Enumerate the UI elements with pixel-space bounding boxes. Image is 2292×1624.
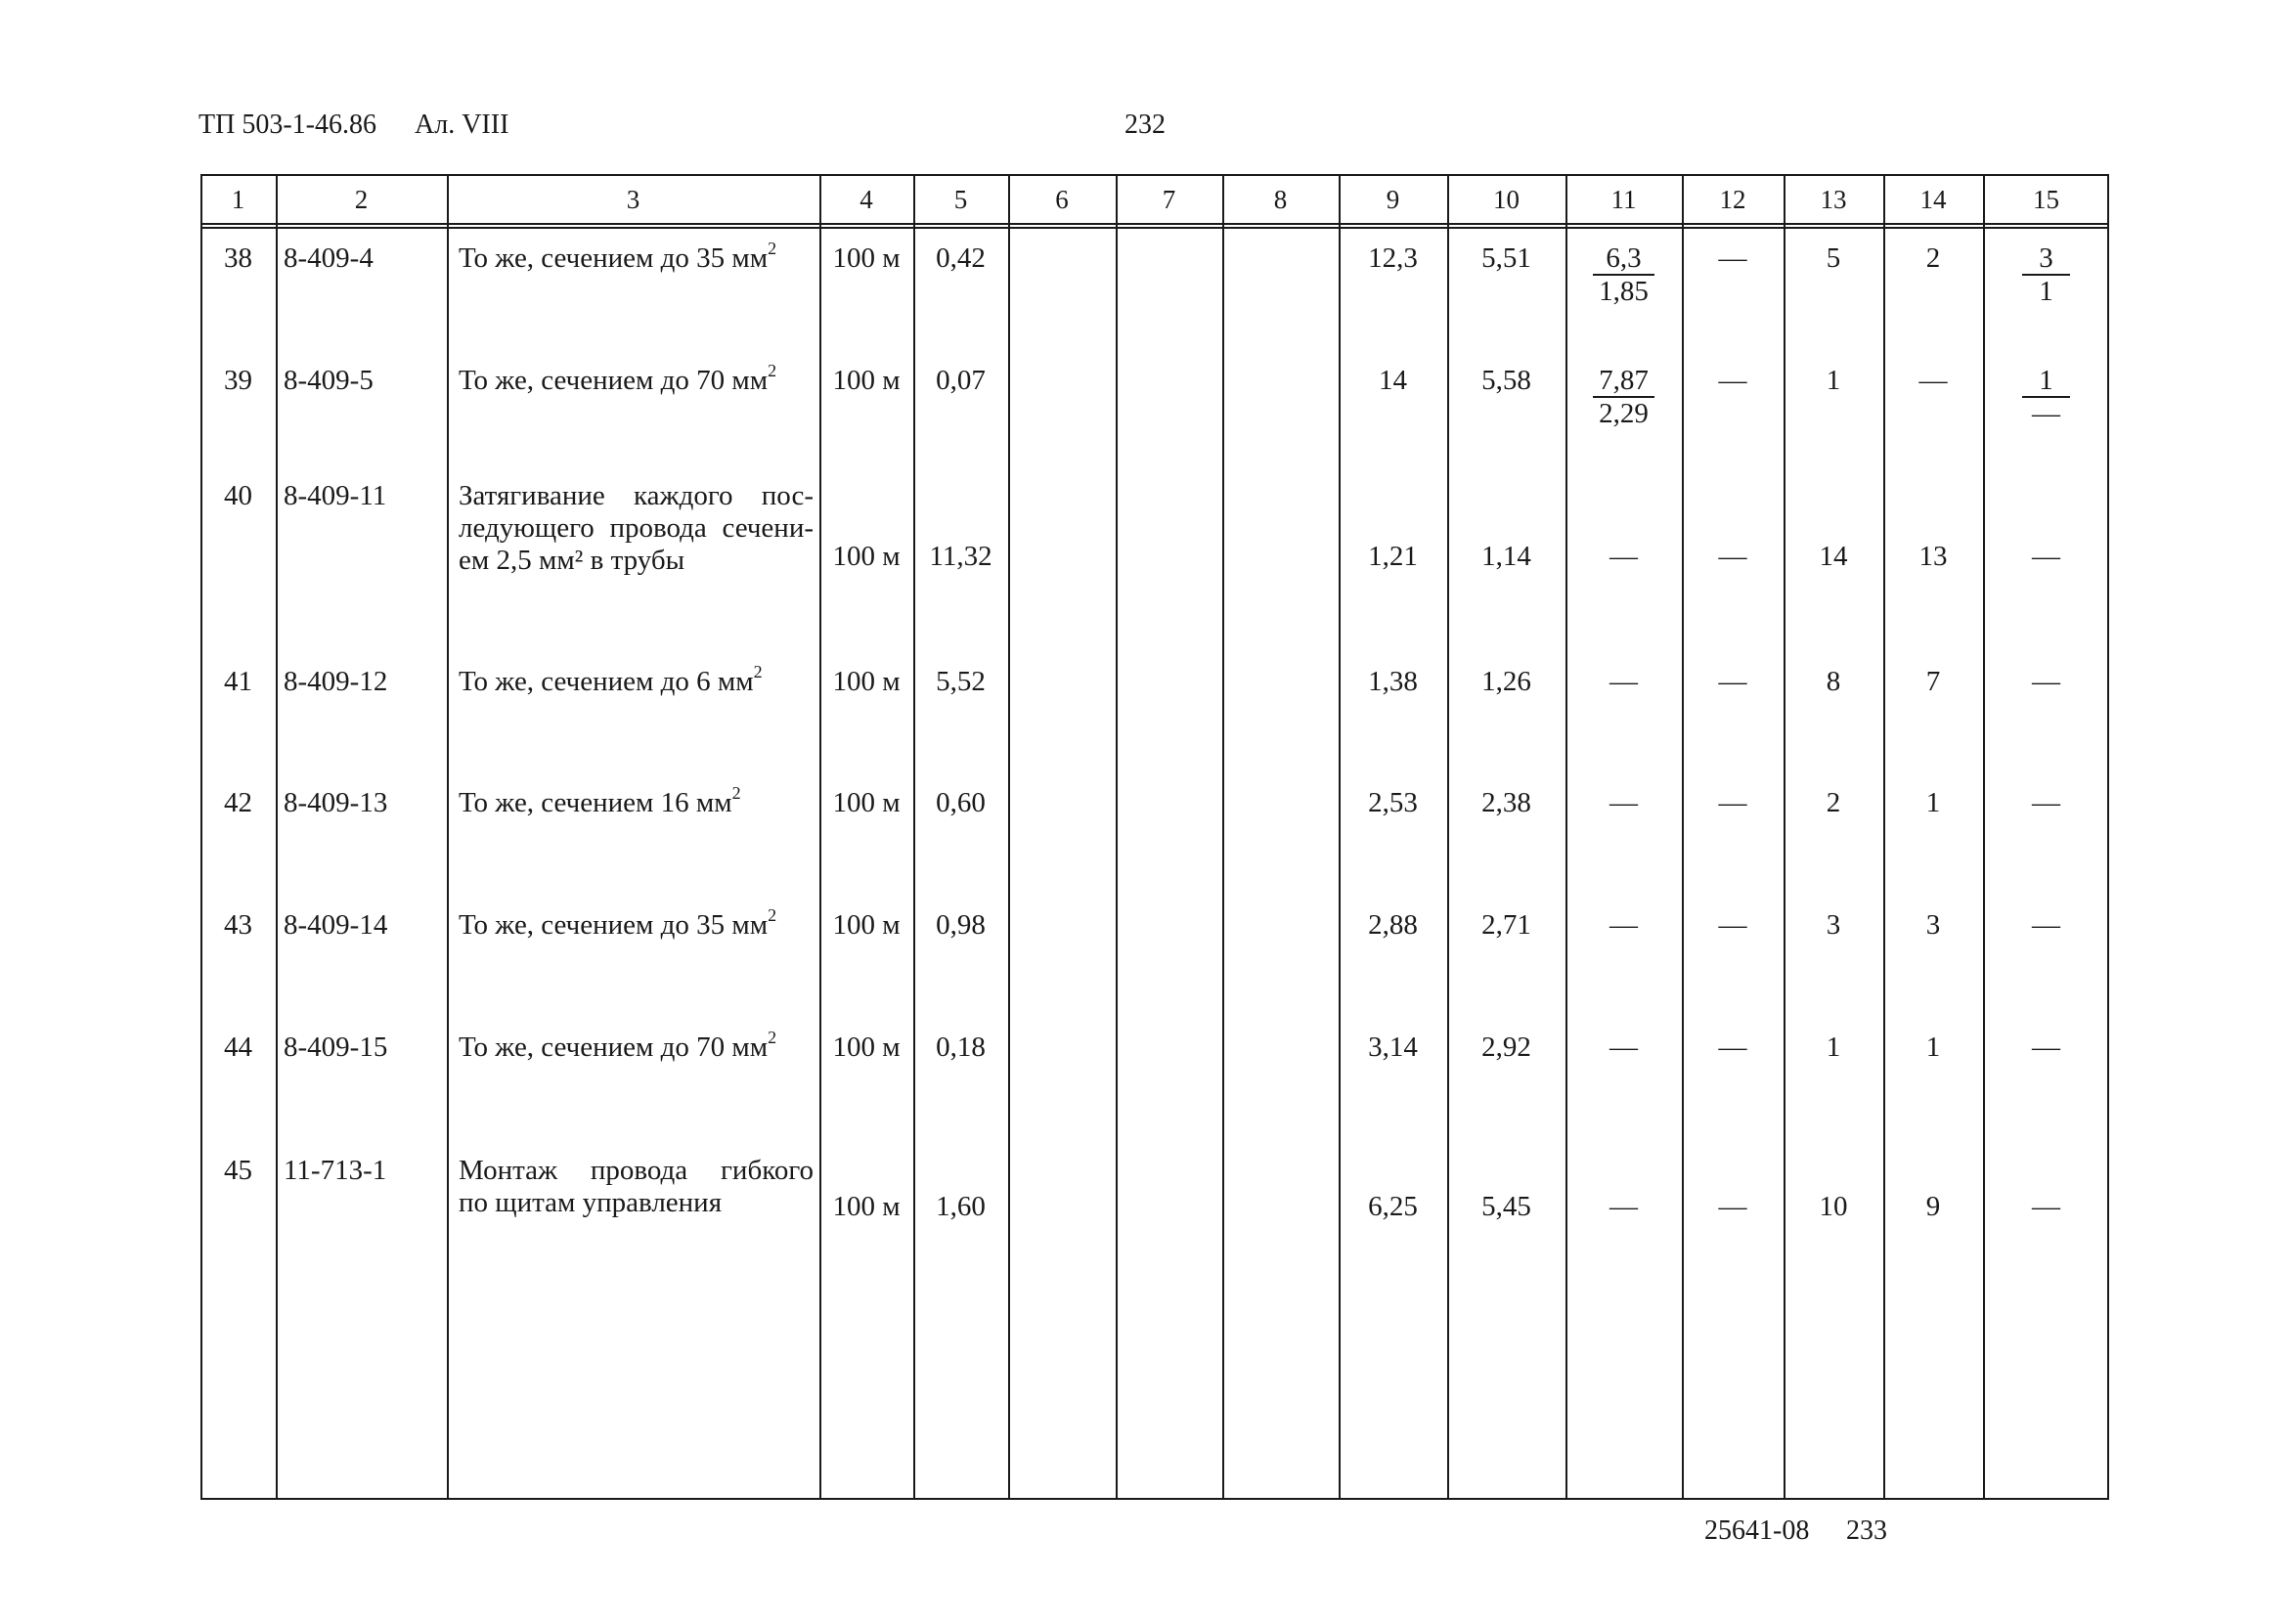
description-line: То же, сечением 16 мм: [459, 787, 732, 818]
row-col10: 2,71: [1481, 909, 1531, 941]
estimate-table: [200, 174, 2109, 1500]
row-code: 8-409-12: [284, 666, 388, 697]
row-code: 8-409-11: [284, 480, 387, 511]
row-number: 39: [224, 365, 252, 396]
row-quantity: 0,98: [936, 909, 986, 941]
row-description: [459, 905, 814, 942]
column-header: 10: [1493, 185, 1520, 214]
album-number: Ал. VIII: [415, 110, 509, 140]
row-col15: —: [2032, 787, 2060, 818]
row-quantity: 11,32: [929, 541, 992, 572]
row-col12: —: [1718, 1031, 1747, 1063]
row-quantity: 0,18: [936, 1031, 986, 1063]
unit-superscript: 2: [768, 1028, 777, 1048]
row-col11-fraction: [1593, 242, 1654, 307]
description-line: То же, сечением до 35 мм: [459, 242, 769, 274]
row-col9: 3,14: [1368, 1031, 1418, 1063]
page-number: 232: [1124, 110, 1166, 140]
description-line: ем 2,5 мм² в трубы: [459, 545, 685, 576]
row-col14: 1: [1925, 1031, 1941, 1063]
unit-superscript: 2: [768, 905, 777, 926]
row-col12: —: [1718, 909, 1747, 941]
column-header: 13: [1820, 185, 1847, 214]
row-description: [459, 480, 814, 577]
row-col9: 14: [1379, 365, 1407, 396]
row-unit: 100 м: [832, 666, 901, 697]
column-header: 4: [860, 185, 873, 214]
row-col10: 5,45: [1481, 1191, 1531, 1222]
row-code: 8-409-13: [284, 787, 388, 818]
column-header: 3: [626, 185, 640, 214]
fraction-numerator: 1: [2022, 365, 2070, 398]
header-divider: [200, 223, 2109, 225]
column-header: 11: [1610, 185, 1637, 214]
row-code: 8-409-14: [284, 909, 388, 941]
description-line: То же, сечением до 70 мм: [459, 1031, 769, 1063]
description-line: ледующего провода сечени-: [459, 512, 814, 544]
row-col13: 14: [1819, 541, 1848, 572]
fraction-denominator: 2,29: [1599, 398, 1649, 429]
unit-superscript: 2: [768, 361, 777, 381]
row-col13: 3: [1826, 909, 1841, 941]
row-col11: —: [1609, 787, 1638, 818]
row-col10: 5,51: [1481, 242, 1531, 274]
row-quantity: 0,60: [936, 787, 986, 818]
document-code: ТП 503-1-46.86: [198, 110, 376, 140]
row-code: 8-409-5: [284, 365, 374, 396]
description-line: Монтаж провода гибкого: [459, 1155, 814, 1186]
row-col14: 3: [1925, 909, 1941, 941]
row-col14: 13: [1918, 541, 1948, 572]
row-number: 38: [224, 242, 252, 274]
description-line: То же, сечением до 70 мм: [459, 365, 769, 396]
row-col10: 2,92: [1481, 1031, 1531, 1063]
row-col11-fraction: [1593, 365, 1654, 429]
column-divider: [1983, 174, 1985, 1500]
description-line-wrap: [459, 1028, 814, 1064]
row-col9: 1,21: [1368, 541, 1418, 572]
row-unit: 100 м: [832, 541, 901, 572]
row-col9: 6,25: [1368, 1191, 1418, 1222]
row-description: [459, 239, 814, 275]
column-header: 6: [1055, 185, 1069, 214]
unit-superscript: 2: [753, 662, 763, 682]
row-col14: —: [1918, 365, 1948, 396]
row-col13: 2: [1826, 787, 1841, 818]
row-col11: —: [1609, 666, 1638, 697]
column-divider: [1116, 174, 1118, 1500]
row-number: 42: [224, 787, 252, 818]
row-unit: 100 м: [832, 1031, 901, 1063]
row-col15: —: [2032, 909, 2060, 941]
column-header: 5: [953, 185, 968, 214]
row-description: [459, 361, 814, 397]
description-line-wrap: [459, 783, 814, 819]
row-code: 8-409-15: [284, 1031, 388, 1063]
row-description: [459, 1028, 814, 1064]
row-col13: 1: [1826, 365, 1841, 396]
description-line: Затягивание каждого пос-: [459, 480, 814, 511]
row-quantity: 1,60: [936, 1191, 986, 1222]
row-col15: —: [2032, 541, 2060, 572]
row-col9: 12,3: [1368, 242, 1418, 274]
row-col9: 2,53: [1368, 787, 1418, 818]
footer-page-number: 233: [1846, 1515, 1887, 1546]
fraction-denominator: 1,85: [1599, 276, 1649, 307]
row-quantity: 0,42: [936, 242, 986, 274]
fraction-denominator: —: [2032, 398, 2060, 429]
column-header: 7: [1162, 185, 1176, 214]
row-col15-fraction: [2022, 365, 2070, 429]
column-divider: [1222, 174, 1224, 1500]
column-header: 15: [2033, 185, 2059, 214]
row-col12: —: [1718, 242, 1747, 274]
column-divider: [447, 174, 449, 1500]
row-code: 11-713-1: [284, 1155, 387, 1186]
description-line: То же, сечением до 35 мм: [459, 909, 769, 941]
row-col10: 5,58: [1481, 365, 1531, 396]
row-number: 45: [224, 1155, 252, 1186]
row-col15-fraction: [2022, 242, 2070, 307]
description-line-wrap: [459, 239, 814, 275]
row-col12: —: [1718, 365, 1747, 396]
fraction-denominator: 1: [2039, 276, 2053, 307]
row-col12: —: [1718, 541, 1747, 572]
row-col15: —: [2032, 1031, 2060, 1063]
row-col12: —: [1718, 787, 1747, 818]
row-unit: 100 м: [832, 1191, 901, 1222]
row-col13: 5: [1826, 242, 1841, 274]
row-col14: 2: [1925, 242, 1941, 274]
row-col9: 1,38: [1368, 666, 1418, 697]
row-col11: —: [1609, 541, 1638, 572]
row-col10: 2,38: [1481, 787, 1531, 818]
row-col12: —: [1718, 1191, 1747, 1222]
column-divider: [276, 174, 278, 1500]
row-quantity: 0,07: [936, 365, 986, 396]
column-header: 12: [1719, 185, 1746, 214]
row-col14: 9: [1925, 1191, 1941, 1222]
row-col15: —: [2032, 1191, 2060, 1222]
column-divider: [1565, 174, 1567, 1500]
row-description: [459, 1155, 814, 1219]
row-number: 44: [224, 1031, 252, 1063]
row-col11: —: [1609, 1191, 1638, 1222]
row-col13: 10: [1819, 1191, 1848, 1222]
description-line: То же, сечением до 6 мм: [459, 666, 754, 697]
row-unit: 100 м: [832, 909, 901, 941]
description-line: по щитам управления: [459, 1187, 723, 1218]
row-col11: —: [1609, 1031, 1638, 1063]
row-col10: 1,26: [1481, 666, 1531, 697]
row-col13: 1: [1826, 1031, 1841, 1063]
row-unit: 100 м: [832, 365, 901, 396]
row-unit: 100 м: [832, 787, 901, 818]
row-col9: 2,88: [1368, 909, 1418, 941]
row-description: [459, 783, 814, 819]
row-quantity: 5,52: [936, 666, 986, 697]
unit-superscript: 2: [731, 783, 741, 804]
fraction-numerator: 6,3: [1593, 242, 1654, 276]
column-header: 14: [1919, 185, 1947, 214]
footer-code: 25641-08: [1704, 1515, 1810, 1546]
column-header: 1: [231, 185, 245, 214]
row-col12: —: [1718, 666, 1747, 697]
column-divider: [1008, 174, 1010, 1500]
unit-superscript: 2: [768, 239, 777, 259]
description-line-wrap: [459, 905, 814, 942]
row-description: [459, 662, 814, 698]
column-header: 9: [1386, 185, 1400, 214]
fraction-numerator: 7,87: [1593, 365, 1654, 398]
row-col15: —: [2032, 666, 2060, 697]
column-header: 2: [354, 185, 369, 214]
row-col11: —: [1609, 909, 1638, 941]
column-header: 8: [1273, 185, 1288, 214]
row-col10: 1,14: [1481, 541, 1531, 572]
header-divider: [200, 227, 2109, 229]
row-col14: 7: [1925, 666, 1941, 697]
row-unit: 100 м: [832, 242, 901, 274]
row-col14: 1: [1925, 787, 1941, 818]
description-line-wrap: [459, 361, 814, 397]
row-number: 41: [224, 666, 252, 697]
row-number: 40: [224, 480, 252, 511]
fraction-numerator: 3: [2022, 242, 2070, 276]
row-code: 8-409-4: [284, 242, 374, 274]
description-line-wrap: [459, 662, 814, 698]
row-number: 43: [224, 909, 252, 941]
row-col13: 8: [1826, 666, 1841, 697]
